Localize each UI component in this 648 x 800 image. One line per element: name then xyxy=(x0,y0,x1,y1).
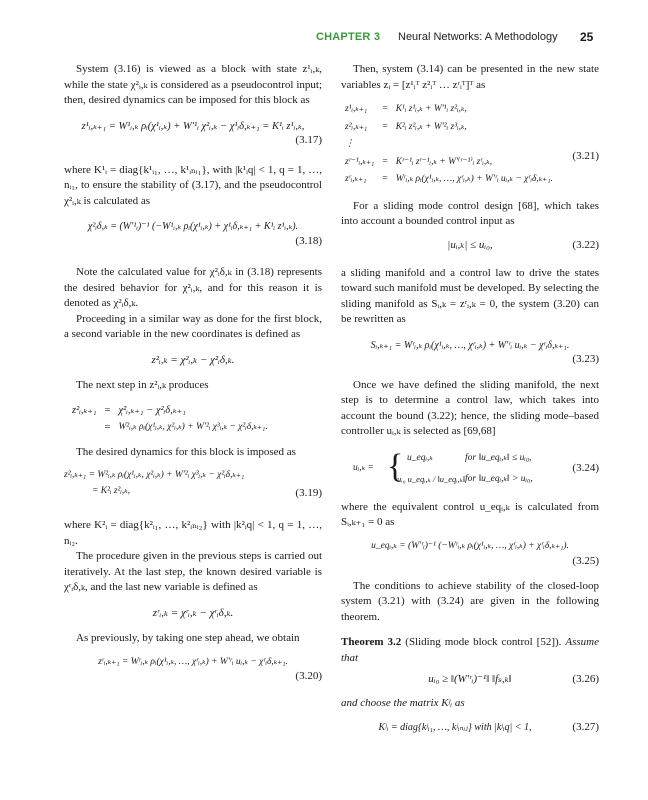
equation-lhs: ⋮ xyxy=(345,139,355,149)
equals-sign xyxy=(378,136,391,154)
brace: { xyxy=(387,447,404,485)
equation-body: z¹ᵢ,ₖ₊₁ = W¹ᵢ,ₖ ρᵢ(χ¹ᵢ,ₖ) + W′¹ᵢ χ²ᵢ,ₖ − χ¹ᵢδ,ₖ₊₁ = K¹ᵢ z¹ᵢ,ₖ, xyxy=(81,120,305,132)
left-column xyxy=(64,62,322,685)
equation-row xyxy=(341,171,557,189)
paragraph: The conditions to achieve stability of the closed-loop system (3.21) with (3.24) are given in the following theorem. xyxy=(341,579,599,623)
theorem-text: and choose the matrix Kʲᵢ as xyxy=(341,697,465,709)
equation-line: = K²ᵢ z²ᵢ,ₖ, xyxy=(92,485,131,496)
equation-lhs: z²ᵢ,ₖ₊₁ xyxy=(345,121,368,132)
equals-sign: = xyxy=(382,121,388,132)
right-column xyxy=(341,62,599,738)
equation-3-18 xyxy=(64,219,322,249)
paragraph: where K²ᵢ = diag{k²ᵢ₁, …, k²ᵢₙᵢ₂} with |k²ᵢq| < 1, q = 1, …, nᵢ₂. xyxy=(64,519,322,547)
equation-number: (3.24) xyxy=(572,461,599,474)
paragraph: a sliding manifold and a control law to drive the states toward such manifold must be developed. By selecting the sliding manifold as Sᵢ,ₖ = zʳᵢ,ₖ = 0, the system (3.20) can be rewritten as xyxy=(341,266,599,325)
equation-condition: for ‖u_eqᵢ,ₖ‖ > uᵢ₀, xyxy=(465,473,533,484)
equation-lhs: z¹ᵢ,ₖ₊₁ xyxy=(345,104,368,114)
paragraph: The desired dynamics for this block is imposed as xyxy=(76,445,296,458)
equation-3-27 xyxy=(341,720,599,738)
equation-condition: for ‖u_eqᵢ,ₖ‖ ≤ uᵢ₀, xyxy=(465,452,532,463)
equation-3-24 xyxy=(341,448,599,492)
equation-rhs: Kʳ⁻¹ᵢ zʳ⁻¹ᵢ,ₖ + W′⁽ʳ⁻¹⁾ᵢ zʳᵢ,ₖ, xyxy=(395,156,493,167)
equation-rhs: W²ᵢ,ₖ ρᵢ(χ¹ᵢ,ₖ, χ²ᵢ,ₖ) + W′²ᵢ χ³ᵢ,ₖ − χ²ᵢδ,ₖ₊₁. xyxy=(118,422,268,432)
equation-3-23 xyxy=(341,338,599,368)
equation-number: (3.17) xyxy=(295,133,322,146)
equation-3-17 xyxy=(64,119,322,149)
equation-number: (3.22) xyxy=(572,238,599,251)
equals-sign: = xyxy=(382,104,388,114)
equation-3-19 xyxy=(64,468,322,508)
equation-body: uᵢ₀ ≥ ‖(W′ʳᵢ)⁻¹‖ ‖fₛ,ₖ‖ xyxy=(428,673,512,685)
equation-body: u_eqᵢ,ₖ = (W′ʳᵢ)⁻¹ (−Wʳᵢ,ₖ ρᵢ(χ¹ᵢ,ₖ, …, χʳᵢ,ₖ) + χʳᵢδ,ₖ₊₁). xyxy=(371,540,569,551)
equation-body: Kʲᵢ = diag{kʲᵢ₁, …, kʲᵢₙᵢⱼ} with |kʲᵢq| < 1, xyxy=(378,721,532,733)
equation-z2-step: z²ᵢ,ₖ₊₁ = χ²ᵢ,ₖ₊₁ − χ²ᵢδ,ₖ₊₁ = W²ᵢ,ₖ ρᵢ(χ¹ᵢ,ₖ, χ²ᵢ,ₖ) + W′²ᵢ χ³ᵢ,ₖ − χ²ᵢδ,ₖ₊₁. xyxy=(68,402,272,437)
equation-body: zʳᵢ,ₖ₊₁ = Wʳᵢ,ₖ ρᵢ(χ¹ᵢ,ₖ, …, χʳᵢ,ₖ) + W′ʳᵢ uᵢ,ₖ − χʳᵢδ,ₖ₊₁. xyxy=(98,656,288,667)
equation-rhs: χ²ᵢ,ₖ₊₁ − χ²ᵢδ,ₖ₊₁ xyxy=(118,404,186,416)
equation-lhs: z²ᵢ,ₖ₊₁ xyxy=(72,404,97,416)
theorem xyxy=(341,635,599,666)
paragraph: System (3.16) is viewed as a block with state z¹ᵢ,ₖ, while the state χ²ᵢ,ₖ is considered as a pseudocontrol input; then, desired dynamics can be imposed for this block as xyxy=(64,63,322,106)
equation-zr-definition: zʳᵢ,ₖ = χʳᵢ,ₖ − χʳᵢδ,ₖ. xyxy=(152,606,234,619)
paragraph: where K¹ᵢ = diag{k¹ᵢ₁, …, k¹ᵢₙᵢ₁}, with |k¹ᵢq| < 1, q = 1, …, nᵢ₁, to ensure the stability of (3.17), and the pseudocontrol χ²ᵢ,ₖ is calculated as xyxy=(64,163,322,207)
equation-line: z²ᵢ,ₖ₊₁ = W²ᵢ,ₖ ρᵢ(χ¹ᵢ,ₖ, χ²ᵢ,ₖ) + W′²ᵢ χ³ᵢ,ₖ − χ²ᵢδ,ₖ₊₁ xyxy=(64,470,245,480)
equation-body: |uᵢ,ₖ| ≤ uᵢ₀, xyxy=(447,238,493,251)
equation-3-22 xyxy=(341,238,599,256)
equation-number: (3.21) xyxy=(572,150,599,162)
equation-rhs: K²ᵢ z²ᵢ,ₖ + W′²ᵢ z³ᵢ,ₖ, xyxy=(395,121,467,132)
equation-number: (3.25) xyxy=(572,554,599,567)
chapter-label: CHAPTER 3 xyxy=(316,31,381,43)
paragraph: For a sliding mode control design [68], which takes into account a bounded control input as xyxy=(341,199,599,227)
paragraph: The next step in z²ᵢ,ₖ produces xyxy=(76,379,209,391)
paragraph: Then, system (3.14) can be presented in the new state variables zᵢ = [z¹ᵢᵀ z²ᵢᵀ … zʳᵢᵀ]ᵀ as xyxy=(341,63,599,91)
chapter-title: Neural Networks: A Methodology xyxy=(398,31,558,43)
equation-3-26 xyxy=(341,672,599,690)
equation-number: (3.18) xyxy=(295,235,322,247)
equation-rhs xyxy=(392,136,557,154)
equation-row xyxy=(341,101,557,119)
equation-rhs: Wʳᵢ,ₖ ρᵢ(χ¹ᵢ,ₖ, …, χʳᵢ,ₖ) + W′ʳᵢ uᵢ,ₖ − χʳᵢδ,ₖ₊₁. xyxy=(395,174,553,184)
paragraph: Note the calculated value for χ²ᵢδ,ₖ in (3.18) represents the desired behavior for χ²ᵢ,ₖ, and for this reason it is denoted as χ²ᵢδ,ₖ. xyxy=(64,266,322,309)
equation-number: (3.23) xyxy=(572,352,599,365)
equation-number: (3.20) xyxy=(295,669,322,682)
equation-rhs: K¹ᵢ z¹ᵢ,ₖ + W′¹ᵢ z²ᵢ,ₖ, xyxy=(395,104,467,114)
equation-3-20 xyxy=(64,655,322,685)
equation-row xyxy=(341,119,557,137)
paragraph: The procedure given in the previous steps is carried out iteratively. At the last step, the known desired variable is χʳᵢδ,ₖ, and the last new variable is defined as xyxy=(64,550,322,593)
theorem-text: Assume that xyxy=(341,636,599,664)
equation-3-25 xyxy=(341,539,599,569)
equals-sign: = xyxy=(382,174,388,184)
equation-body: Sᵢ,ₖ₊₁ = Wʳᵢ,ₖ ρᵢ(χ¹ᵢ,ₖ, …, χʳᵢ,ₖ) + W′ʳᵢ uᵢ,ₖ − χʳᵢδ,ₖ₊₁. xyxy=(370,339,570,351)
equation-z2-definition: z²ᵢ,ₖ = χ²ᵢ,ₖ − χ²ᵢδ,ₖ. xyxy=(151,353,235,366)
page-header xyxy=(0,30,648,46)
equation-row xyxy=(341,136,557,154)
equation-body: χ²ᵢδ,ₖ = (W′¹ᵢ)⁻¹ (−W¹ᵢ,ₖ ρᵢ(χ¹ᵢ,ₖ) + χ¹ᵢδ,ₖ₊₁ + K¹ᵢ z¹ᵢ,ₖ). xyxy=(87,221,299,232)
equation-row xyxy=(341,154,557,172)
equation-lhs: zʳᵢ,ₖ₊₁ xyxy=(345,174,367,184)
theorem-label: Theorem 3.2 xyxy=(341,636,402,648)
equation-number: (3.19) xyxy=(295,487,322,499)
equation-case: uᵢ₀ u_eqᵢ,ₖ / ‖u_eqᵢ,ₖ‖ xyxy=(397,473,466,484)
equation-3-21 xyxy=(341,101,599,189)
equation-array xyxy=(341,101,557,189)
paragraph: As previously, by taking one step ahead, we obtain xyxy=(76,632,300,644)
paragraph: where the equivalent control u_eqᵢ,ₖ is calculated from Sᵢ,ₖ₊₁ = 0 as xyxy=(341,500,599,528)
page-number: 25 xyxy=(580,30,594,44)
equation-case: u_eqᵢ,ₖ xyxy=(407,452,433,463)
equation-lhs: zʳ⁻¹ᵢ,ₖ₊₁ xyxy=(345,156,375,167)
equals-sign: = xyxy=(382,156,388,167)
equation-number: (3.27) xyxy=(572,720,599,733)
paragraph: Proceeding in a similar way as done for the first block, a second variable in the new coordinates is defined as xyxy=(64,312,322,340)
paragraph: Once we have defined the sliding manifold, the next step is to determine a control law, which takes into account the bound (3.22); hence, the sliding mode–based controller uᵢ,ₖ is selected as [69,68] xyxy=(341,378,599,437)
theorem-name: (Sliding mode block control [52]). xyxy=(405,636,562,648)
equation-lhs: uᵢ,ₖ = xyxy=(353,462,374,473)
equation-number: (3.26) xyxy=(572,673,599,685)
